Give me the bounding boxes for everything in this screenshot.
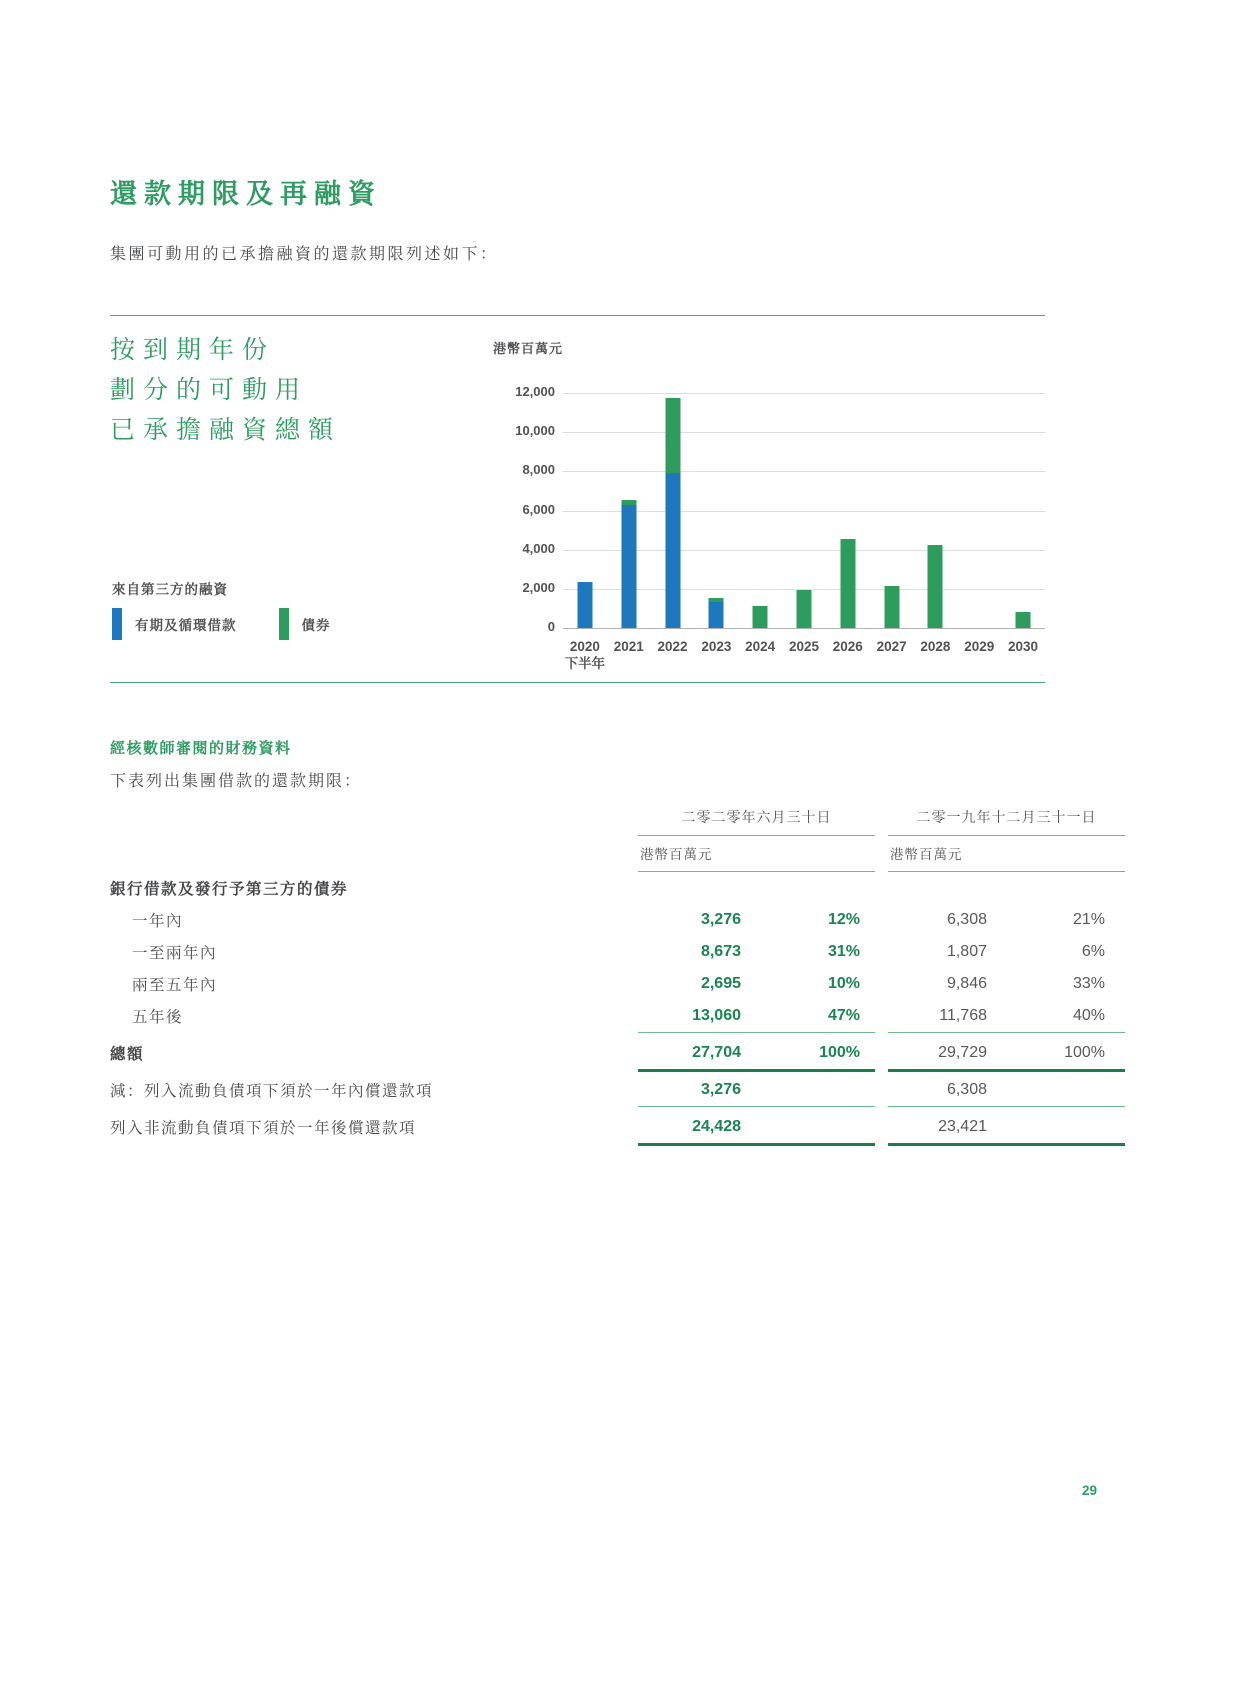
bar-2029 [972, 393, 987, 628]
cell-v2: 11,768 [939, 1007, 987, 1024]
cell-v2: 6,308 [946, 911, 987, 928]
bar-2027 [884, 393, 899, 628]
x-axis-labels [563, 638, 1045, 672]
cell-v2: 9,846 [946, 975, 987, 992]
cell-v2: 6,308 [946, 1081, 987, 1098]
unit-label-2020: 港幣百萬元 [638, 836, 875, 872]
bar-2020 [577, 393, 592, 628]
row-label: 總額 [110, 1046, 145, 1063]
cell-p2: 21% [1072, 911, 1105, 928]
chart-title-line: 已承擔融資總額 [110, 416, 342, 444]
y-axis-tick-label: 8,000 [522, 462, 555, 478]
bar-segment-bonds [621, 500, 636, 505]
cell-p2: 100% [1064, 1044, 1105, 1061]
y-axis-unit-label: 港幣百萬元 [493, 341, 564, 356]
x-axis-sublabel: 下半年 [564, 656, 606, 671]
bar-2025 [796, 393, 811, 628]
bar-segment-bonds [928, 545, 943, 628]
rule-segment [888, 1032, 1125, 1033]
bar-segment-loans [665, 473, 680, 628]
bar-slot [607, 393, 651, 628]
bar-segment-bonds [796, 590, 811, 628]
cell-v1: 3,276 [700, 911, 741, 928]
bar-segment-loans [577, 582, 592, 628]
bar-slot [957, 393, 1001, 628]
table-row [110, 1074, 1125, 1106]
row-label: 一至兩年內 [132, 945, 218, 962]
bar-2028 [928, 393, 943, 628]
bar-2021 [621, 393, 636, 628]
rule-segment [888, 1106, 1125, 1107]
table-row [110, 968, 1125, 1000]
bar-slot [563, 393, 607, 628]
x-axis-label: 2025 [788, 639, 819, 654]
bar-2030 [1016, 393, 1031, 628]
cell-v1: 13,060 [692, 1007, 741, 1024]
cell-p2: 33% [1072, 975, 1105, 992]
y-axis-tick-label: 2,000 [522, 579, 555, 595]
cell-v1: 27,704 [692, 1044, 741, 1061]
bar-2024 [753, 393, 768, 628]
cell-p1: 100% [819, 1044, 860, 1061]
bar-slot [738, 393, 782, 628]
table-body [110, 872, 1125, 1148]
borrowings-table [110, 806, 1125, 1148]
bar-slot [870, 393, 914, 628]
cell-v1: 8,673 [700, 943, 741, 960]
cell-p1: 47% [827, 1007, 860, 1024]
rule-segment [638, 1069, 875, 1072]
chart-title-line: 按到期年份 [110, 336, 276, 364]
table-intro: 下表列出集團借款的還款期限： [110, 773, 363, 790]
y-axis-tick-label: 12,000 [515, 384, 555, 399]
chart-panel [110, 315, 1045, 683]
y-axis-tick-label: 10,000 [515, 423, 555, 439]
x-axis-label: 2022 [657, 639, 688, 654]
x-axis-label: 2020 下半年 [564, 639, 606, 671]
x-axis-label: 2030 [1008, 639, 1039, 654]
table-row [110, 872, 1125, 904]
bar-segment-bonds [753, 606, 768, 628]
bars-container [563, 393, 1045, 628]
bar-segment-bonds [709, 598, 724, 602]
x-axis-label: 2023 [701, 639, 732, 654]
rule-segment [888, 1069, 1125, 1072]
chart-title-line: 劃分的可動用 [110, 376, 309, 404]
legend-swatch-bonds [279, 608, 289, 640]
rule-segment [638, 1143, 875, 1146]
cell-p2: 40% [1072, 1007, 1105, 1024]
gridline [563, 628, 1045, 629]
legend-item-bonds [279, 608, 331, 640]
row-label: 列入非流動負債項下須於一年後償還款項 [110, 1120, 417, 1137]
rule-segment [888, 1143, 1125, 1146]
cell-v2: 23,421 [938, 1118, 987, 1135]
x-axis-label: 2028 [920, 639, 951, 654]
cell-v2: 1,807 [946, 943, 987, 960]
x-axis-label: 2027 [876, 639, 907, 654]
row-label: 兩至五年內 [132, 977, 218, 994]
cell-p2: 6% [1081, 943, 1105, 960]
table-unit-row [110, 836, 1125, 872]
bar-segment-bonds [884, 586, 899, 628]
chart-legend [112, 608, 331, 640]
bar-2023 [709, 393, 724, 628]
cell-v1: 2,695 [700, 975, 741, 992]
x-axis-label: 2026 [832, 639, 863, 654]
legend-label-bonds: 債券 [301, 618, 331, 633]
cell-p1: 12% [827, 911, 860, 928]
x-axis-label: 2029 [964, 639, 995, 654]
bar-segment-bonds [840, 539, 855, 628]
table-row [110, 936, 1125, 968]
col-group-title-2019: 二零一九年十二月三十一日 [888, 807, 1125, 836]
bar-slot [694, 393, 738, 628]
table-rule-row [110, 1143, 1125, 1148]
bar-segment-loans [709, 602, 724, 628]
x-axis-label: 2024 [745, 639, 776, 654]
bar-2026 [840, 393, 855, 628]
row-label: 五年後 [132, 1009, 184, 1026]
row-label: 銀行借款及發行予第三方的債券 [110, 881, 349, 898]
bar-slot [914, 393, 958, 628]
table-row [110, 1000, 1125, 1032]
y-axis-tick-label: 6,000 [522, 501, 555, 517]
bar-segment-loans [621, 505, 636, 628]
cell-p1: 31% [827, 943, 860, 960]
cell-p1: 10% [827, 975, 860, 992]
y-axis-tick-label: 4,000 [522, 540, 555, 556]
bar-slot [826, 393, 870, 628]
row-label: 一年內 [132, 913, 184, 930]
audited-section-heading: 經核數師審閱的財務資料 [110, 740, 292, 757]
cell-v1: 24,428 [692, 1118, 741, 1135]
x-axis-label: 2021 [613, 639, 644, 654]
cell-v2: 29,729 [938, 1044, 987, 1061]
y-axis-tick-label: 0 [547, 619, 555, 634]
unit-label-2019: 港幣百萬元 [888, 836, 1125, 872]
rule-segment [638, 1032, 875, 1033]
row-label: 減：列入流動負債項下須於一年內償還款項 [110, 1083, 434, 1100]
bar-slot [782, 393, 826, 628]
legend-label-loans: 有期及循環借款 [135, 618, 237, 633]
table-group-header-row [110, 806, 1125, 836]
rule-segment [638, 1106, 875, 1107]
table-row [110, 904, 1125, 936]
bar-2022 [665, 393, 680, 628]
page-number: 29 [1082, 1483, 1098, 1498]
chart-title [110, 330, 341, 450]
bar-segment-bonds [665, 398, 680, 473]
bar-slot [651, 393, 695, 628]
legend-item-loans [112, 608, 237, 640]
table-row [110, 1037, 1125, 1069]
intro-text: 集團可動用的已承擔融資的還款期限列述如下： [110, 246, 499, 263]
page-title: 還款期限及再融資 [110, 179, 382, 209]
legend-swatch-loans [112, 608, 122, 640]
legend-title: 來自第三方的融資 [112, 582, 228, 597]
cell-v1: 3,276 [700, 1081, 741, 1098]
bar-slot [1001, 393, 1045, 628]
table-row [110, 1111, 1125, 1143]
col-group-title-2020: 二零二零年六月三十日 [638, 807, 875, 836]
bar-segment-bonds [1016, 612, 1031, 628]
